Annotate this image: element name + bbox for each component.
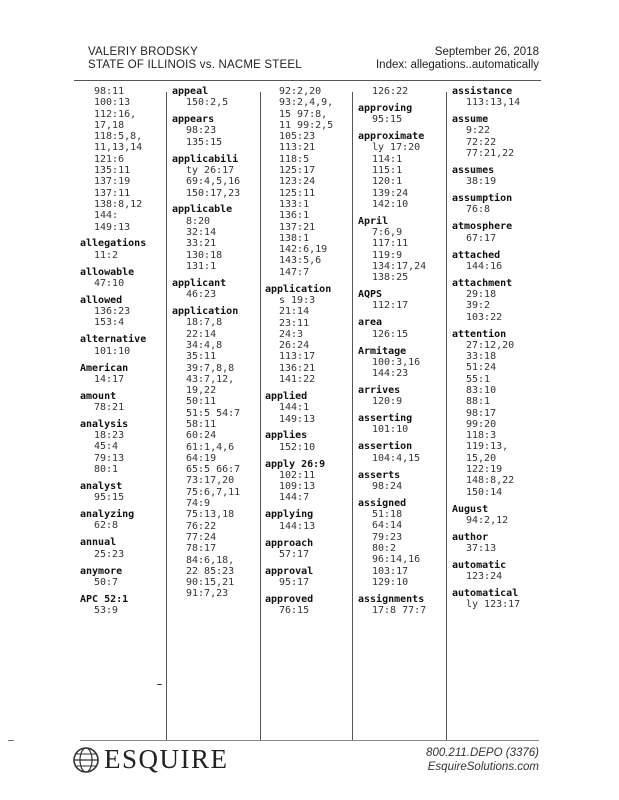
- index-term: August: [452, 503, 489, 515]
- index-entry: [80, 419, 172, 475]
- page-line-ref: 100:3,16: [372, 356, 421, 368]
- page-line-ref: 122:19: [466, 464, 503, 476]
- index-term: assumption: [452, 193, 513, 205]
- stray-mark: [157, 684, 162, 685]
- index-term: attention: [452, 328, 507, 340]
- index-term: approach: [265, 537, 314, 549]
- page-line-ref: 144:1: [279, 402, 310, 414]
- index-term: annual: [80, 537, 117, 549]
- index-term: assigned: [358, 497, 407, 509]
- index-term: APC 52:1: [80, 593, 129, 605]
- index-term: allowable: [80, 266, 135, 278]
- page-line-ref: 76:15: [279, 605, 310, 617]
- page-line-ref: 139:24: [372, 187, 409, 199]
- index-entry: [80, 238, 172, 261]
- page-line-ref: 118:5,8,: [94, 131, 143, 143]
- index-entry: [172, 306, 264, 600]
- page-line-ref: 24:3: [279, 328, 304, 340]
- index-term: applies: [265, 430, 308, 442]
- page-line-ref: 130:18: [186, 249, 223, 261]
- index-entry: [265, 284, 357, 386]
- index-entry: [80, 566, 172, 589]
- page-line-ref: 18:7,8: [186, 317, 223, 329]
- page-line-ref: 50:11: [186, 396, 217, 408]
- page-line-ref: 22:14: [186, 328, 217, 340]
- page-line-ref: 39:2: [466, 300, 491, 312]
- index-term: attachment: [452, 277, 513, 289]
- index-entry: [452, 278, 544, 323]
- index-term: assertion: [358, 441, 413, 453]
- page-line-ref: 104:4,15: [372, 452, 421, 464]
- page-line-ref: 78:17: [186, 543, 217, 555]
- index-entry: [172, 114, 264, 148]
- index-term: April: [358, 215, 389, 227]
- page-line-ref: 38:19: [466, 176, 497, 188]
- index-term: American: [80, 362, 129, 374]
- page-line-ref: 60:24: [186, 430, 217, 442]
- page-line-ref: 78:21: [94, 401, 125, 413]
- index-term: apply 26:9: [265, 458, 326, 470]
- index-term: approved: [265, 593, 314, 605]
- page-line-ref: 117:11: [372, 238, 409, 250]
- page-line-ref: 103:22: [466, 311, 503, 323]
- page-line-ref: 152:10: [279, 441, 316, 453]
- page-line-ref: 33:21: [186, 238, 217, 250]
- page-line-ref: 34:4,8: [186, 339, 223, 351]
- page-line-ref: 144:13: [279, 520, 316, 532]
- index-entry: [265, 566, 357, 589]
- page-line-ref: 147:7: [279, 266, 310, 278]
- header-divider: [74, 80, 541, 81]
- page-line-ref: 119:13,: [466, 441, 509, 453]
- index-entry: [80, 481, 172, 504]
- index-term: Armitage: [358, 345, 407, 357]
- page-line-ref: 114:1: [372, 153, 403, 165]
- page-line-ref: 55:1: [466, 373, 491, 385]
- page-line-ref: 25:23: [94, 548, 125, 560]
- page-line-ref: 15 97:8,: [279, 108, 328, 120]
- page-line-ref: 11 99:2,5: [279, 119, 334, 131]
- page-line-ref: 98:17: [466, 407, 497, 419]
- page-line-ref: 136:21: [279, 362, 316, 374]
- index-column-4: [358, 86, 450, 622]
- phone-number: 800.211.DEPO (3376): [426, 747, 539, 759]
- index-term: automatical: [452, 588, 519, 600]
- page-line-ref: 138:1: [279, 232, 310, 244]
- case-name: STATE OF ILLINOIS vs. NACME STEEL: [88, 59, 302, 71]
- page-line-ref: 102:11: [279, 469, 316, 481]
- witness-name: VALERIY BRODSKY: [88, 46, 198, 58]
- page-line-ref: 21:14: [279, 306, 310, 318]
- page-line-ref: 120:1: [372, 176, 403, 188]
- page-line-ref: 141:22: [279, 374, 316, 386]
- page-line-ref: ly 123:17: [466, 599, 521, 611]
- page-line-ref: 144:16: [466, 260, 503, 272]
- index-column-5: [452, 86, 544, 616]
- page-line-ref: 95:17: [279, 577, 310, 589]
- index-term: amount: [80, 390, 117, 402]
- page-line-ref: 32:14: [186, 227, 217, 239]
- index-term: application: [265, 283, 332, 295]
- page-line-ref: 8:20: [186, 215, 211, 227]
- index-term: atmosphere: [452, 221, 513, 233]
- index-entry: [452, 588, 544, 611]
- index-entry: [452, 165, 544, 188]
- page-line-ref: 96:14,16: [372, 554, 421, 566]
- header-left: [88, 46, 302, 72]
- index-entry: [358, 317, 450, 340]
- index-entry: [358, 385, 450, 408]
- index-entry: [80, 86, 172, 233]
- page-line-ref: 47:10: [94, 277, 125, 289]
- index-entry: [172, 154, 264, 199]
- page-line-ref: 134:17,24: [372, 260, 427, 272]
- deposition-date: September 26, 2018: [434, 46, 539, 58]
- page-line-ref: 53:9: [94, 605, 119, 616]
- index-entry: [80, 334, 172, 357]
- index-entry: [452, 193, 544, 216]
- index-range: Index: allegations..automatically: [375, 59, 539, 71]
- page-line-ref: 75:6,7,11: [186, 486, 241, 498]
- index-entry: [265, 509, 357, 532]
- index-term: approving: [358, 102, 413, 114]
- page-line-ref: 123:24: [466, 571, 503, 583]
- page-line-ref: 64:19: [186, 452, 217, 464]
- page-line-ref: 103:17: [372, 565, 409, 577]
- index-entry: [358, 103, 450, 126]
- page-line-ref: 74:9: [186, 498, 211, 510]
- index-term: author: [452, 531, 489, 543]
- index-entry: [358, 470, 450, 493]
- page-line-ref: 101:10: [372, 424, 409, 436]
- page-line-ref: 150:2,5: [186, 97, 229, 109]
- index-entry: [80, 295, 172, 329]
- index-entry: [80, 537, 172, 560]
- index-entry: [265, 538, 357, 561]
- page-line-ref: 23:11: [279, 317, 310, 329]
- page-line-ref: 137:19: [94, 176, 131, 188]
- page-line-ref: 72:22: [466, 136, 497, 148]
- index-entry: [358, 594, 450, 617]
- index-term: analyst: [80, 480, 123, 492]
- index-entry: [265, 459, 357, 504]
- page-line-ref: 88:1: [466, 396, 491, 408]
- index-term: appears: [172, 114, 215, 126]
- page-line-ref: 150:14: [466, 486, 503, 498]
- page-line-ref: 64:14: [372, 520, 403, 532]
- page-line-ref: 118:3: [466, 430, 497, 442]
- page-line-ref: 19,22: [186, 385, 217, 397]
- page-line-ref: 113:13,14: [466, 97, 521, 109]
- index-entry: [265, 430, 357, 453]
- index-term: assume: [452, 114, 489, 126]
- page-line-ref: 84:6,18,: [186, 554, 235, 566]
- page-line-ref: 137:11: [94, 187, 131, 199]
- page-line-ref: 58:11: [186, 418, 217, 430]
- page-line-ref: 131:1: [186, 260, 217, 272]
- page-line-ref: 136:1: [279, 210, 310, 222]
- index-term: approximate: [358, 131, 425, 143]
- index-term: AQPS: [358, 289, 383, 301]
- page-line-ref: 91:7,23: [186, 588, 229, 600]
- index-entry: [452, 221, 544, 244]
- index-entry: [358, 413, 450, 436]
- page-line-ref: 142:6,19: [279, 244, 328, 256]
- page-line-ref: ly 17:20: [372, 142, 421, 154]
- index-term: allegations: [80, 238, 147, 250]
- index-entry: [452, 560, 544, 583]
- page-line-ref: 33:18: [466, 351, 497, 363]
- page-line-ref: 100:13: [94, 97, 131, 109]
- page-line-ref: 144:: [94, 210, 119, 222]
- page-line-ref: 121:6: [94, 153, 125, 165]
- index-term: applying: [265, 509, 314, 521]
- page-line-ref: 67:17: [466, 232, 497, 244]
- page-line-ref: 9:22: [466, 125, 491, 137]
- index-entry: [452, 250, 544, 273]
- page-line-ref: 45:4: [94, 441, 119, 453]
- index-entry: [265, 86, 357, 278]
- page-line-ref: 73:17,20: [186, 475, 235, 487]
- page-line-ref: 153:4: [94, 317, 125, 329]
- index-term: applicabili: [172, 153, 239, 165]
- index-column-3: [265, 86, 357, 622]
- index-term: allowed: [80, 294, 123, 306]
- page-line-ref: 126:15: [372, 328, 409, 340]
- index-term: automatic: [452, 559, 507, 571]
- index-entry: [80, 594, 172, 617]
- index-entry: [452, 114, 544, 159]
- page-line-ref: 80:1: [94, 464, 119, 476]
- globe-icon: [72, 746, 100, 774]
- index-term: area: [358, 317, 383, 329]
- index-term: arrives: [358, 384, 401, 396]
- page-line-ref: 11:2: [94, 249, 119, 261]
- index-entry: [452, 532, 544, 555]
- page-line-ref: 37:13: [466, 543, 497, 555]
- index-term: attached: [452, 249, 501, 261]
- page-line-ref: 144:23: [372, 368, 409, 380]
- index-entry: [172, 278, 264, 301]
- page-line-ref: 27:12,20: [466, 339, 515, 351]
- index-entry: [358, 216, 450, 284]
- index-term: assistance: [452, 86, 513, 97]
- page-line-ref: 105:23: [279, 131, 316, 143]
- page-line-ref: 61:1,4,6: [186, 441, 235, 453]
- index-term: analyzing: [80, 509, 135, 521]
- index-term: analysis: [80, 418, 129, 430]
- page-line-ref: 43:7,12,: [186, 373, 235, 385]
- index-entry: [452, 504, 544, 527]
- page-line-ref: 109:13: [279, 481, 316, 493]
- page-line-ref: 123:24: [279, 176, 316, 188]
- page-line-ref: 77:21,22: [466, 148, 515, 160]
- footer-divider: [80, 740, 539, 741]
- page-line-ref: 118:5: [279, 153, 310, 165]
- index-entry: [80, 363, 172, 386]
- page-line-ref: 143:5,6: [279, 255, 322, 267]
- page-line-ref: 39:7,8,8: [186, 362, 235, 374]
- page-line-ref: 135:15: [186, 136, 223, 148]
- page-line-ref: 115:1: [372, 164, 403, 176]
- page-line-ref: 144:7: [279, 492, 310, 504]
- index-column-1: [80, 86, 172, 622]
- page-line-ref: 69:4,5,16: [186, 176, 241, 188]
- index-term: alternative: [80, 334, 147, 346]
- index-entry: [265, 391, 357, 425]
- page-line-ref: 125:11: [279, 187, 316, 199]
- page-line-ref: s 19:3: [279, 294, 316, 306]
- index-entry: [452, 329, 544, 498]
- index-term: asserting: [358, 413, 413, 425]
- index-entry: [265, 594, 357, 617]
- page-line-ref: 17:8 77:7: [372, 605, 427, 616]
- index-term: assumes: [452, 164, 495, 176]
- page-line-ref: 83:10: [466, 384, 497, 396]
- esquire-logo: [72, 744, 229, 775]
- index-term: asserts: [358, 469, 401, 481]
- page-line-ref: ty 26:17: [186, 164, 235, 176]
- page-line-ref: 46:23: [186, 289, 217, 301]
- page-line-ref: 76:22: [186, 520, 217, 532]
- page-line-ref: 125:17: [279, 165, 316, 177]
- index-term: applied: [265, 390, 308, 402]
- page-line-ref: 126:22: [372, 86, 409, 97]
- page-line-ref: 112:16,: [94, 108, 137, 120]
- page-line-ref: 92:2,20: [279, 86, 322, 97]
- header-right: [376, 46, 539, 72]
- index-term: applicable: [172, 204, 233, 216]
- index-entry: [80, 509, 172, 532]
- page-line-ref: 133:1: [279, 198, 310, 210]
- page-line-ref: 98:24: [372, 480, 403, 492]
- page-line-ref: 57:17: [279, 548, 310, 560]
- index-entry: [452, 86, 544, 109]
- logo-text: ESQUIRE: [104, 744, 229, 774]
- page-line-ref: 65:5 66:7: [186, 464, 241, 476]
- website-link[interactable]: EsquireSolutions.com: [427, 761, 539, 773]
- page-line-ref: 15,20: [466, 452, 497, 464]
- index-entry: [172, 204, 264, 272]
- index-term: approval: [265, 565, 314, 577]
- page-line-ref: 79:13: [94, 452, 125, 464]
- index-entry: [358, 131, 450, 210]
- page-line-ref: 51:5 54:7: [186, 407, 241, 419]
- page-line-ref: 75:13,18: [186, 509, 235, 521]
- page-line-ref: 51:24: [466, 362, 497, 374]
- page-line-ref: 142:10: [372, 198, 409, 210]
- page-line-ref: 17,18: [94, 119, 125, 131]
- page-line-ref: 135:11: [94, 165, 131, 177]
- page-line-ref: 137:21: [279, 221, 316, 233]
- index-column-2: [172, 86, 264, 605]
- page-line-ref: 50:7: [94, 576, 119, 588]
- page-line-ref: 149:13: [94, 221, 131, 233]
- page-line-ref: 98:11: [94, 86, 125, 97]
- page-line-ref: 129:10: [372, 576, 409, 588]
- index-entry: [172, 86, 264, 109]
- page-line-ref: 98:23: [186, 125, 217, 137]
- index-entry: [80, 267, 172, 290]
- page-line-ref: 80:2: [372, 542, 397, 554]
- page-line-ref: 150:17,23: [186, 187, 241, 199]
- index-entry: [358, 289, 450, 312]
- page-line-ref: 35:11: [186, 351, 217, 363]
- index-term: application: [172, 306, 239, 318]
- page-line-ref: 112:17: [372, 300, 409, 312]
- index-term: assignments: [358, 593, 425, 605]
- page-line-ref: 119:9: [372, 249, 403, 261]
- page-line-ref: 51:18: [372, 509, 403, 521]
- page-line-ref: 79:23: [372, 531, 403, 543]
- stray-mark: [8, 740, 14, 741]
- contact-info: [426, 746, 539, 774]
- page-line-ref: 29:18: [466, 289, 497, 301]
- page-line-ref: 22 85:23: [186, 565, 235, 577]
- index-entry: [358, 346, 450, 380]
- page-line-ref: 138:8,12: [94, 198, 143, 210]
- page-line-ref: 90:15,21: [186, 577, 235, 589]
- page-line-ref: 14:17: [94, 373, 125, 385]
- page-line-ref: 136:23: [94, 306, 131, 318]
- page-line-ref: 95:15: [94, 492, 125, 504]
- page-line-ref: 93:2,4,9,: [279, 97, 334, 109]
- index-term: appeal: [172, 86, 209, 97]
- page-line-ref: 101:10: [94, 345, 131, 357]
- page-line-ref: 18:23: [94, 430, 125, 442]
- page-line-ref: 99:20: [466, 418, 497, 430]
- index-entry: [358, 498, 450, 588]
- index-entry: [358, 86, 450, 97]
- page-line-ref: 95:15: [372, 114, 403, 126]
- page-line-ref: 62:8: [94, 520, 119, 532]
- page-line-ref: 94:2,12: [466, 514, 509, 526]
- page-line-ref: 76:8: [466, 204, 491, 216]
- page-line-ref: 113:21: [279, 142, 316, 154]
- page-line-ref: 148:8,22: [466, 475, 515, 487]
- page-line-ref: 149:13: [279, 413, 316, 425]
- page-line-ref: 7:6,9: [372, 227, 403, 239]
- index-entry: [80, 391, 172, 414]
- page-line-ref: 11,13,14: [94, 142, 143, 154]
- index-entry: [358, 441, 450, 464]
- index-term: anymore: [80, 565, 123, 577]
- page-line-ref: 26:24: [279, 340, 310, 352]
- page-line-ref: 77:24: [186, 531, 217, 543]
- page-line-ref: 138:25: [372, 272, 409, 284]
- page-line-ref: 113:17: [279, 351, 316, 363]
- index-term: applicant: [172, 277, 227, 289]
- page-line-ref: 120:9: [372, 396, 403, 408]
